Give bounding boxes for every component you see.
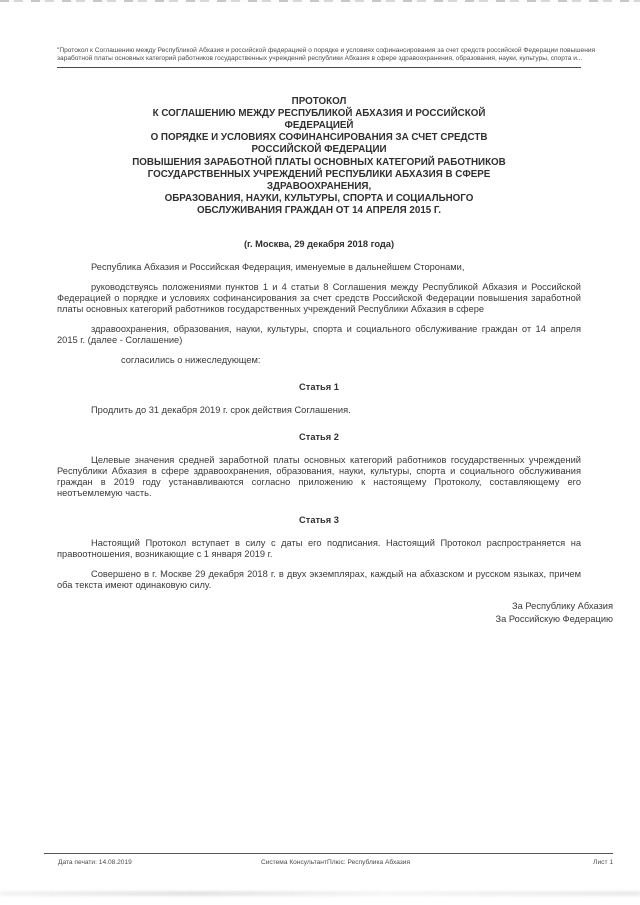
signature-line-abkhazia: За Республику Абхазия [511, 600, 613, 611]
header-note-line-1: "Протокол к Соглашению между Республикой Абхазия и российской федерацией о порядке и условиях софинансирования за счет средств российской Федерации повышения [57, 47, 596, 54]
title-line: ЗДРАВООХРАНЕНИЯ, [266, 181, 372, 193]
footer-print-date: Дата печати: 14.08.2019 [58, 859, 132, 866]
footer-row [44, 859, 613, 867]
title-line: ФЕДЕРАЦИЕЙ [284, 120, 354, 131]
header-note-line-2: заработной платы основных категорий работников государственных учреждений республики Абхазия в сфере здравоохранения, образования, науки, культуры, спорта и... [57, 54, 583, 62]
title-line: ГОСУДАРСТВЕННЫХ УЧРЕЖДЕНИЙ РЕСПУБЛИКИ АБХАЗИЯ В СФЕРЕ [147, 168, 491, 180]
preamble-paragraph-1: Республика Абхазия и Российская Федерация, именуемые в дальнейшем Сторонами, [91, 261, 465, 272]
article-1-paragraph: Продлить до 31 декабря 2019 г. срок действия Соглашения. [91, 404, 351, 415]
article-1-heading: Статья 1 [299, 381, 339, 392]
place-date-line: (г. Москва, 29 декабря 2018 года) [243, 238, 395, 249]
preamble-paragraph-2: руководствуясь положениями пунктов 1 и 4 статьи 8 Соглашения между Республикой Абхазия и Российской Федерацией о порядке и условиях софинансирования за счет средств Российской Федерации повышения заработной платы основных категорий работников государственных учреждений Республики Абхазия в сфере [57, 281, 581, 314]
header-divider [57, 67, 581, 68]
title-line: ПОВЫШЕНИЯ ЗАРАБОТНОЙ ПЛАТЫ ОСНОВНЫХ КАТЕГОРИЙ РАБОТНИКОВ [132, 156, 506, 168]
document-body [57, 0, 613, 627]
document-title [57, 96, 581, 218]
title-line: ПРОТОКОЛ [291, 95, 347, 107]
signature-block [57, 600, 613, 627]
preamble-paragraph-3: здравоохранения, образования, науки, культуры, спорта и социального обслуживание граждан от 14 апреля 2015 г. (далее - Соглашение) [57, 323, 581, 345]
article-3-heading: Статья 3 [299, 514, 339, 525]
article-3-paragraph-1: Настоящий Протокол вступает в силу с даты его подписания. Настоящий Протокол распространяется на правоотношения, возникающие с 1 января 2019 г. [57, 537, 581, 559]
page-footer [44, 853, 613, 867]
article-2-paragraph: Целевые значения средней заработной платы основных категорий работников государственных учреждений Республики Абхазия в сфере здравоохранения, образования, науки, культуры, спорта и социального обслуживания граждан в 2019 году устанавливаются согласно приложению к настоящему Протоколу, составляющему его неотъемлемую часть. [57, 454, 581, 498]
scan-edge-artifact-bottom [0, 891, 640, 896]
article-3-paragraph-2: Совершено в г. Москве 29 декабря 2018 г. в двух экземплярах, каждый на абхазском и русском языках, причем оба текста имеют одинаковую силу. [57, 568, 581, 590]
footer-sheet-number: Лист 1 [593, 859, 613, 866]
signature-line-russia: За Российскую Федерацию [495, 614, 613, 625]
preamble-paragraph-4: согласились о нижеследующем: [121, 354, 261, 365]
article-2-heading: Статья 2 [299, 431, 339, 442]
title-line: РОССИЙСКОЙ ФЕДЕРАЦИИ [251, 144, 387, 156]
footer-system-label: Система КонсультантПлюс: Республика Абхазия [260, 859, 411, 866]
header-note [57, 47, 596, 63]
title-line: ОБСЛУЖИВАНИЯ ГРАЖДАН ОТ 14 АПРЕЛЯ 2015 Г. [197, 205, 441, 217]
title-line: ОБРАЗОВАНИЯ, НАУКИ, КУЛЬТУРЫ, СПОРТА И СОЦИАЛЬНОГО [164, 193, 474, 205]
title-line: К СОГЛАШЕНИЮ МЕЖДУ РЕСПУБЛИКОЙ АБХАЗИЯ И РОССИЙСКОЙ [152, 107, 486, 119]
title-line: О ПОРЯДКЕ И УСЛОВИЯХ СОФИНАНСИРОВАНИЯ ЗА СЧЕТ СРЕДСТВ [150, 132, 488, 144]
